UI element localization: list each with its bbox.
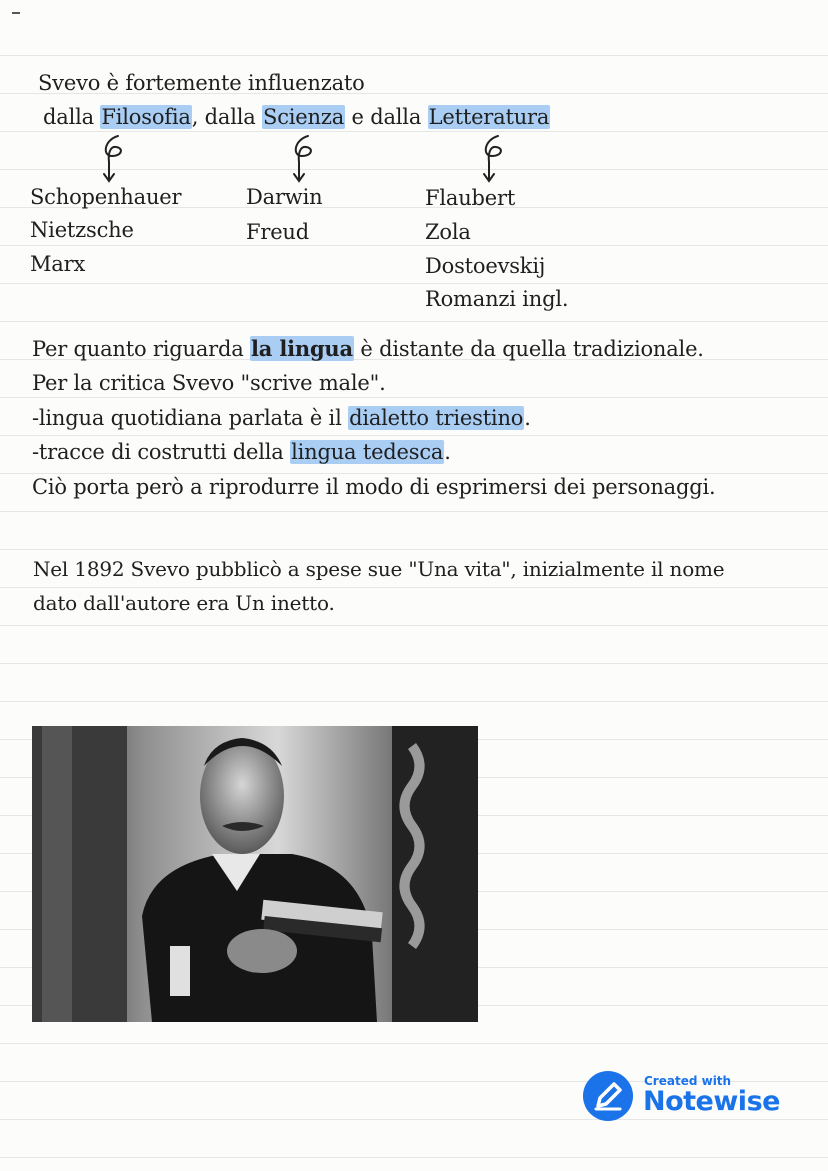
scienza-item: Darwin <box>246 185 323 209</box>
intro-sep-1: , dalla <box>191 105 263 129</box>
lingua-text: . <box>444 440 451 464</box>
logo-wordmark: Notewise <box>643 1086 780 1117</box>
logo-badge <box>583 1071 633 1121</box>
filosofia-item: Nietzsche <box>30 218 134 242</box>
intro-line-1: Svevo è fortemente influenzato <box>38 71 365 95</box>
lingua-line-4 <box>32 439 451 465</box>
filosofia-item: Marx <box>30 252 86 276</box>
highlight-dialetto: dialetto triestino <box>349 406 524 430</box>
arrow-down-icon <box>96 132 136 186</box>
notewise-logo <box>583 1071 793 1127</box>
intro-prefix: dalla <box>43 105 101 129</box>
pencil-icon <box>583 1071 633 1121</box>
letteratura-item: Zola <box>425 220 471 244</box>
arrow-down-icon <box>286 132 326 186</box>
intro-sep-2: e dalla <box>345 105 428 129</box>
letteratura-item: Romanzi ingl. <box>425 287 569 311</box>
filosofia-item: Schopenhauer <box>30 185 182 209</box>
lingua-line-3 <box>32 405 531 431</box>
scienza-item: Freud <box>246 220 310 244</box>
highlight-la-lingua: la lingua <box>251 336 353 361</box>
letteratura-item: Flaubert <box>425 186 516 210</box>
lingua-line-1 <box>32 336 704 362</box>
corner-mark <box>12 12 20 14</box>
letteratura-item: Dostoevskij <box>425 254 546 278</box>
logo-created-with: Created with <box>644 1074 732 1088</box>
svevo-reading-illustration <box>32 726 478 1022</box>
highlight-filosofia: Filosofia <box>101 105 191 129</box>
intro-line-2 <box>43 104 550 130</box>
highlight-scienza: Scienza <box>263 105 345 129</box>
lingua-text: Per quanto riguarda <box>32 337 251 361</box>
lingua-text: -lingua quotidiana parlata è il <box>32 406 349 430</box>
lingua-line-2: Per la critica Svevo "scrive male". <box>32 371 386 395</box>
vita-line-2: dato dall'autore era Un inetto. <box>33 591 335 615</box>
lingua-text: è distante da quella tradizionale. <box>353 337 704 361</box>
arrow-down-icon <box>476 132 516 186</box>
lingua-text: -tracce di costrutti della <box>32 440 291 464</box>
lingua-text: . <box>524 406 531 430</box>
svevo-photo <box>32 726 478 1022</box>
vita-line-1: Nel 1892 Svevo pubblicò a spese sue "Una vita", inizialmente il nome <box>33 557 725 581</box>
lingua-line-5: Ciò porta però a riprodurre il modo di esprimersi dei personaggi. <box>32 475 716 499</box>
highlight-letteratura: Letteratura <box>428 105 550 129</box>
highlight-lingua-tedesca: lingua tedesca <box>291 440 444 464</box>
